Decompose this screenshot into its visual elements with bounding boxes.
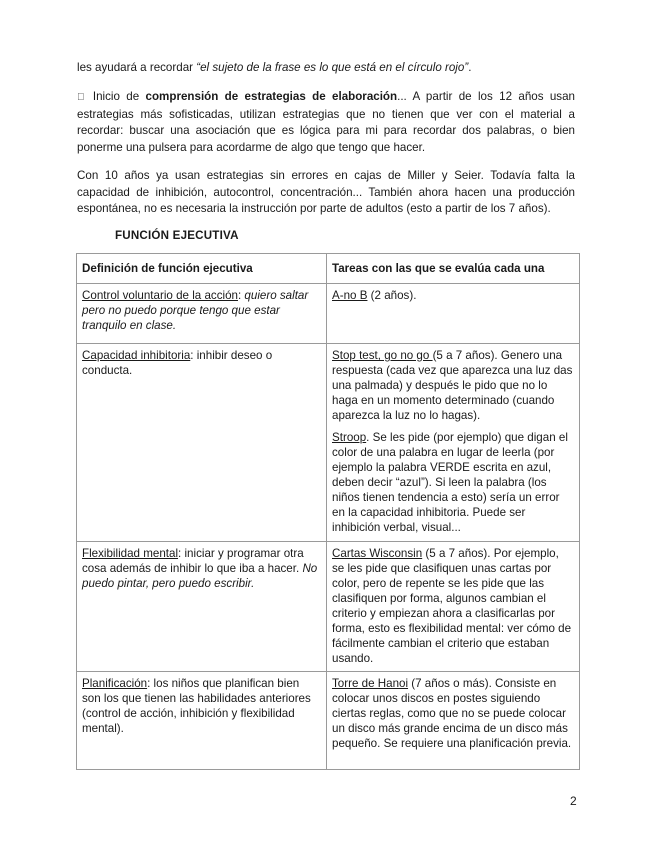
task-text: . Se les pide (por ejemplo) que digan el color de una palabra en lugar de leerla (por ejemplo la palabra VERDE escrita en azul, deben decir “azul”). Si leen la palabra (los niños tienen tendencia a esto) sería un error en la capacidad inhibitoria. Puede ser inhibición verbal, visual... xyxy=(332,431,568,534)
table-row xyxy=(77,284,580,344)
task-text: (5 a 7 años). Genero una respuesta (cada vez que aparezca una luz das una palmada) y después le pido que no lo haga en un momento determinado (cuando aparezca la luz no lo hagas). xyxy=(332,349,573,422)
definition-text: los niños que planifican bien son los que tienen las habilidades anteriores (control de acción, inhibición y flexibilidad mental). xyxy=(82,677,311,735)
task-term: Torre de Hanoi xyxy=(332,677,409,690)
paragraph-text: ... A partir de los 12 años usan estrategias más sofisticadas, utilizan estrategias que no tienen que ver con el material a recordar: buscar una asociación que es lógica para mi para recordar dos palabras, o bien ponerme una pulsera para acordarme de algo que tengo que hacer. xyxy=(77,90,575,154)
task-term: Cartas Wisconsin xyxy=(332,547,423,560)
tasks-cell xyxy=(327,542,580,672)
function-term: Flexibilidad mental xyxy=(82,547,179,560)
task-text: (2 años). xyxy=(367,289,417,302)
function-term: Planificación xyxy=(82,677,148,690)
separator: : xyxy=(190,349,197,362)
paragraph-elaboration-strategies xyxy=(77,89,575,156)
bold-term: comprensión de estrategias de elaboración xyxy=(133,90,390,103)
paragraph-text: les ayudará a recordar xyxy=(77,61,197,74)
paragraph-text: Inicio de xyxy=(79,90,134,103)
task-term: Stop test, go no go xyxy=(332,349,433,362)
page-number: 2 xyxy=(570,794,577,808)
task-entry xyxy=(332,430,574,535)
definition-cell xyxy=(77,672,327,770)
section-heading: FUNCIÓN EJECUTIVA xyxy=(115,229,239,242)
task-text: (7 años o más). Consiste en colocar unos discos en postes siguiendo ciertas reglas, como que no se puede colocar un disco más grande encima de un disco más pequeño. Se requiere una planificación previa. xyxy=(332,677,572,750)
table-row xyxy=(77,344,580,542)
definition-text: inhibir deseo o conducta. xyxy=(82,349,273,377)
tasks-cell xyxy=(327,284,580,344)
quoted-phrase: “el sujeto de la frase es lo que está en el círculo rojo” xyxy=(196,61,469,74)
task-entry xyxy=(332,348,574,423)
column-header-definition: Definición de función ejecutiva xyxy=(77,254,327,284)
paragraph-text: . xyxy=(468,61,472,74)
bullet-box-icon xyxy=(77,92,85,103)
definition-example: No puedo pintar, pero puedo escribir. xyxy=(82,562,318,590)
task-text: (5 a 7 años). Por ejemplo, se les pide que clasifiquen unas cartas por color, pero de repente se les pide que las clasifiquen por forma, algunos cambian el criterio y empiezan ahora a clasificarlas por forma, esto es flexibilidad mental: ver cómo de fácilmente cambian el criterio que estaban usando. xyxy=(332,547,572,665)
function-term: Capacidad inhibitoria xyxy=(82,349,191,362)
column-header-tasks: Tareas con las que se evalúa cada una xyxy=(327,254,580,284)
executive-function-table xyxy=(76,253,580,770)
tasks-cell xyxy=(327,344,580,542)
table-header-row xyxy=(77,254,580,284)
definition-cell xyxy=(77,284,327,344)
separator: : xyxy=(237,289,245,302)
task-term: Stroop xyxy=(332,431,367,444)
table-row xyxy=(77,542,580,672)
definition-text: quiero saltar pero no puedo porque tengo que estar tranquilo en clase. xyxy=(82,289,309,332)
task-term: A-no B xyxy=(332,289,368,302)
separator: : xyxy=(147,677,154,690)
table-row xyxy=(77,672,580,770)
paragraph-age-ten: Con 10 años ya usan estrategias sin errores en cajas de Miller y Seier. Todavía falta la capacidad de inhibición, autocontrol, concentración... También ahora hacen una producción espontánea, no es necesaria la instrucción por parte de adultos (esto a partir de los 7 años). xyxy=(77,169,575,215)
definition-cell xyxy=(77,344,327,542)
paragraph-memory-hint xyxy=(77,60,575,77)
separator: : xyxy=(178,547,185,560)
tasks-cell xyxy=(327,672,580,770)
function-term: Control voluntario de la acción xyxy=(82,289,238,302)
definition-cell xyxy=(77,542,327,672)
definition-text: iniciar y programar otra cosa además de inhibir lo que iba a hacer. xyxy=(82,547,304,575)
